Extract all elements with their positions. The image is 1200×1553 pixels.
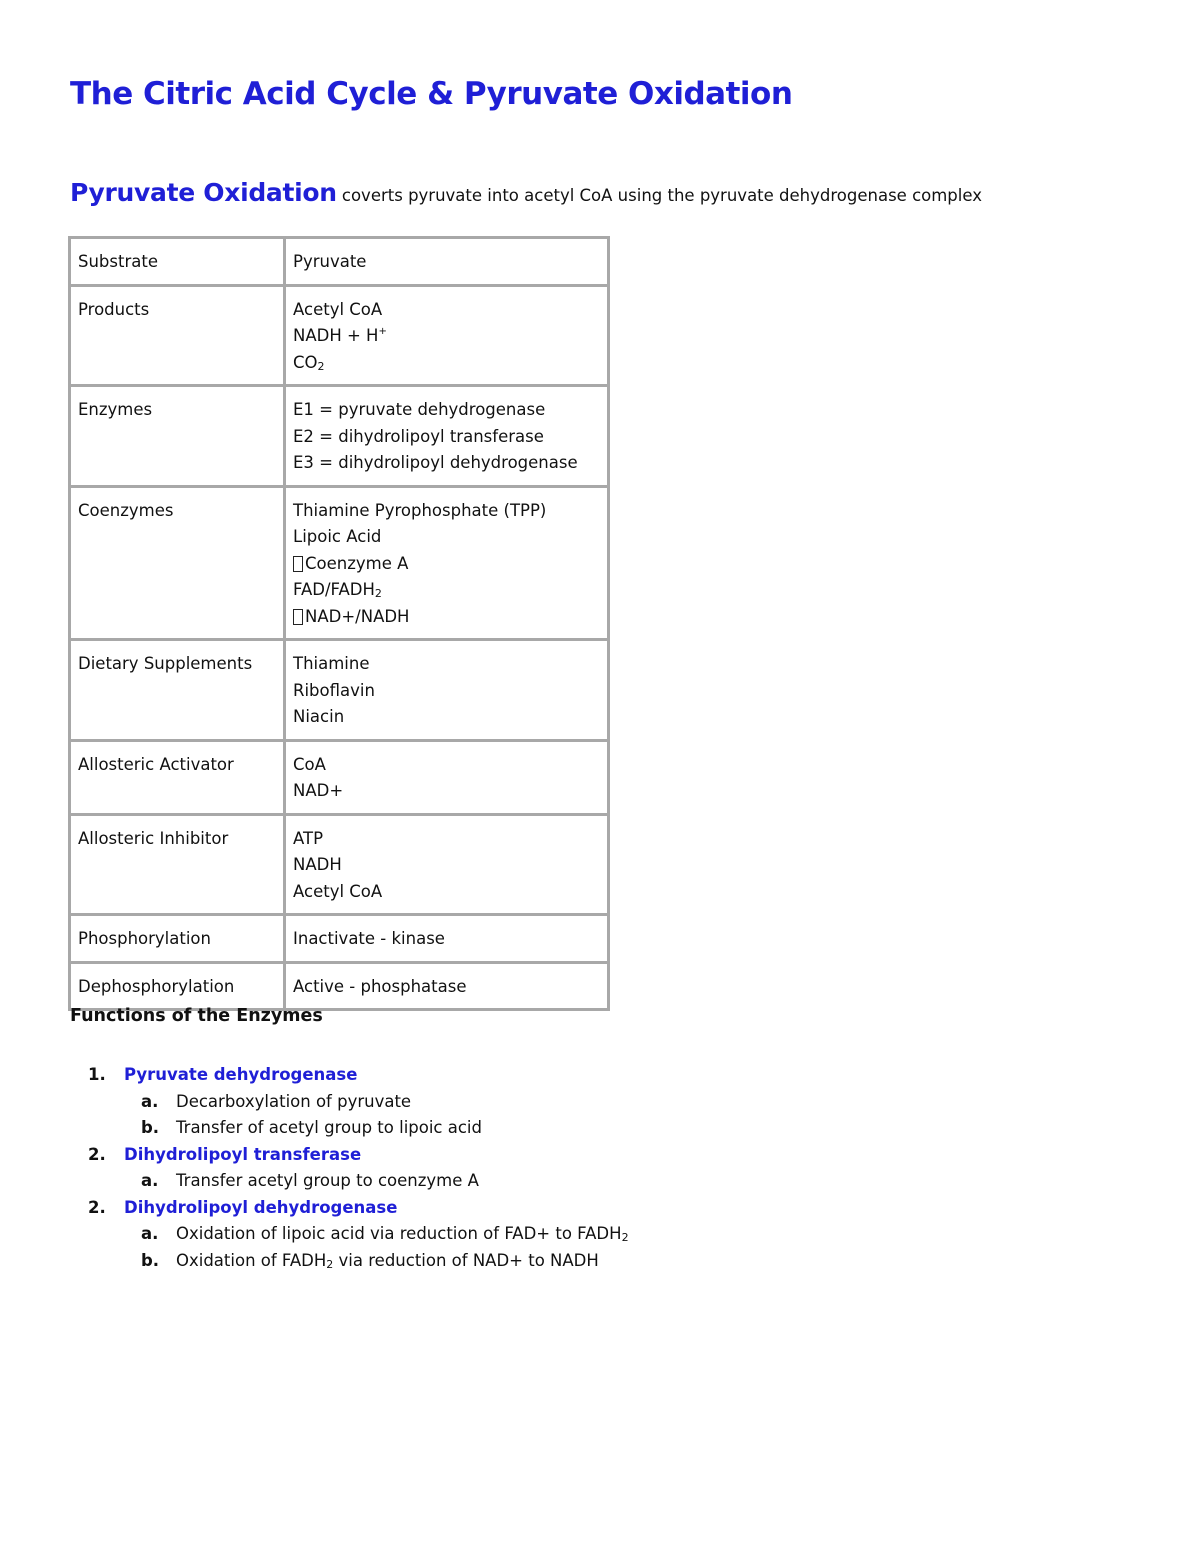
subscript: 2 xyxy=(621,1231,629,1244)
value-line: NAD+ xyxy=(293,781,344,800)
enzyme-functions-list xyxy=(0,1062,629,1274)
value-line: E1 = pyruvate dehydrogenase xyxy=(293,400,546,419)
row-label: Substrate xyxy=(70,238,285,286)
value-line: ATP xyxy=(293,828,324,848)
subscript: 2 xyxy=(317,359,325,373)
enzyme-name: Dihydrolipoyl transferase xyxy=(124,1144,362,1164)
table-row xyxy=(70,285,609,386)
row-label: Allosteric Activator xyxy=(70,740,285,814)
value-line: NADH + H+ xyxy=(293,326,387,345)
row-value xyxy=(285,962,609,1010)
list-item xyxy=(0,1115,629,1142)
row-label: Coenzymes xyxy=(70,486,285,640)
list-item xyxy=(0,1195,629,1222)
row-value xyxy=(285,640,609,741)
table-row xyxy=(70,486,609,640)
table-row xyxy=(70,915,609,963)
enzyme-name: Pyruvate dehydrogenase xyxy=(124,1065,358,1084)
function-text: Transfer acetyl group to coenzyme A xyxy=(176,1171,479,1190)
function-text: Oxidation of $FADH_2$ via reduction of NAD+ to NADH xyxy=(176,1250,599,1271)
intro-paragraph xyxy=(70,178,982,207)
subscript: 2 xyxy=(326,1257,334,1271)
subscript: 2 xyxy=(374,587,382,600)
table-row xyxy=(70,640,609,741)
row-value xyxy=(285,740,609,814)
value-line: E2 = dihydrolipoyl transferase xyxy=(293,426,544,446)
intro-lead: Pyruvate Oxidation xyxy=(70,178,337,207)
list-marker: b. xyxy=(141,1118,160,1137)
row-value xyxy=(285,814,609,915)
row-label: Products xyxy=(70,285,285,386)
row-label: Phosphorylation xyxy=(70,915,285,963)
value-line: Riboflavin xyxy=(293,680,375,700)
table-row xyxy=(70,814,609,915)
list-marker: b. xyxy=(141,1250,160,1270)
value-line: Acetyl CoA xyxy=(293,881,383,901)
row-value xyxy=(285,386,609,487)
value-line: Active - phosphatase xyxy=(293,976,467,996)
table-row xyxy=(70,386,609,487)
function-text: Oxidation of lipoic acid via reduction of FAD+ to $FADH_2$ xyxy=(176,1224,629,1244)
list-marker: a. xyxy=(141,1091,159,1111)
list-item xyxy=(0,1221,629,1248)
enzyme-name: Dihydrolipoyl dehydrogenase xyxy=(124,1197,398,1217)
value-line: Inactivate - kinase xyxy=(293,929,445,948)
value-line: Thiamine Pyrophosphate (TPP) xyxy=(293,500,547,520)
pyruvate-oxidation-table xyxy=(68,236,610,1011)
document-title: The Citric Acid Cycle & Pyruvate Oxidation xyxy=(70,76,793,112)
value-line: NADH xyxy=(293,855,342,874)
list-marker: 1. xyxy=(88,1065,106,1084)
value-line: Niacin xyxy=(293,707,345,726)
value-line: Acetyl CoA xyxy=(293,299,383,319)
missing-glyph-icon xyxy=(293,609,303,625)
list-item xyxy=(0,1168,629,1195)
missing-glyph-icon xyxy=(293,556,303,572)
list-marker: a. xyxy=(141,1224,159,1243)
table-row xyxy=(70,238,609,286)
row-value xyxy=(285,285,609,386)
value-line: Thiamine xyxy=(293,654,370,673)
row-value xyxy=(285,915,609,963)
list-marker: a. xyxy=(141,1171,159,1190)
value-line: NAD+/NADH xyxy=(293,604,599,631)
list-item xyxy=(0,1089,629,1116)
row-value xyxy=(285,486,609,640)
superscript: + xyxy=(378,326,387,337)
value-line: Pyruvate xyxy=(293,252,367,271)
list-item xyxy=(0,1062,629,1089)
value-line: CoA xyxy=(293,754,326,774)
value-line: Lipoic Acid xyxy=(293,527,382,546)
functions-heading: Functions of the Enzymes xyxy=(70,1006,323,1026)
value-line: Coenzyme A xyxy=(293,551,599,578)
table-row xyxy=(70,962,609,1010)
value-line: FAD/$FADH_2$ xyxy=(293,580,382,600)
row-label: Enzymes xyxy=(70,386,285,487)
value-line: $CO_2$ xyxy=(293,352,325,373)
row-value xyxy=(285,238,609,286)
function-text: Transfer of acetyl group to lipoic acid xyxy=(176,1118,482,1137)
list-item xyxy=(0,1248,629,1275)
value-line: E3 = dihydrolipoyl dehydrogenase xyxy=(293,453,578,472)
list-item xyxy=(0,1142,629,1169)
row-label: Allosteric Inhibitor xyxy=(70,814,285,915)
list-marker: 2. xyxy=(88,1197,106,1217)
intro-text: coverts pyruvate into acetyl CoA using the pyruvate dehydrogenase complex xyxy=(341,186,982,205)
row-label: Dietary Supplements xyxy=(70,640,285,741)
list-marker: 2. xyxy=(88,1144,106,1164)
table-row xyxy=(70,740,609,814)
function-text: Decarboxylation of pyruvate xyxy=(176,1091,412,1111)
row-label: Dephosphorylation xyxy=(70,962,285,1010)
